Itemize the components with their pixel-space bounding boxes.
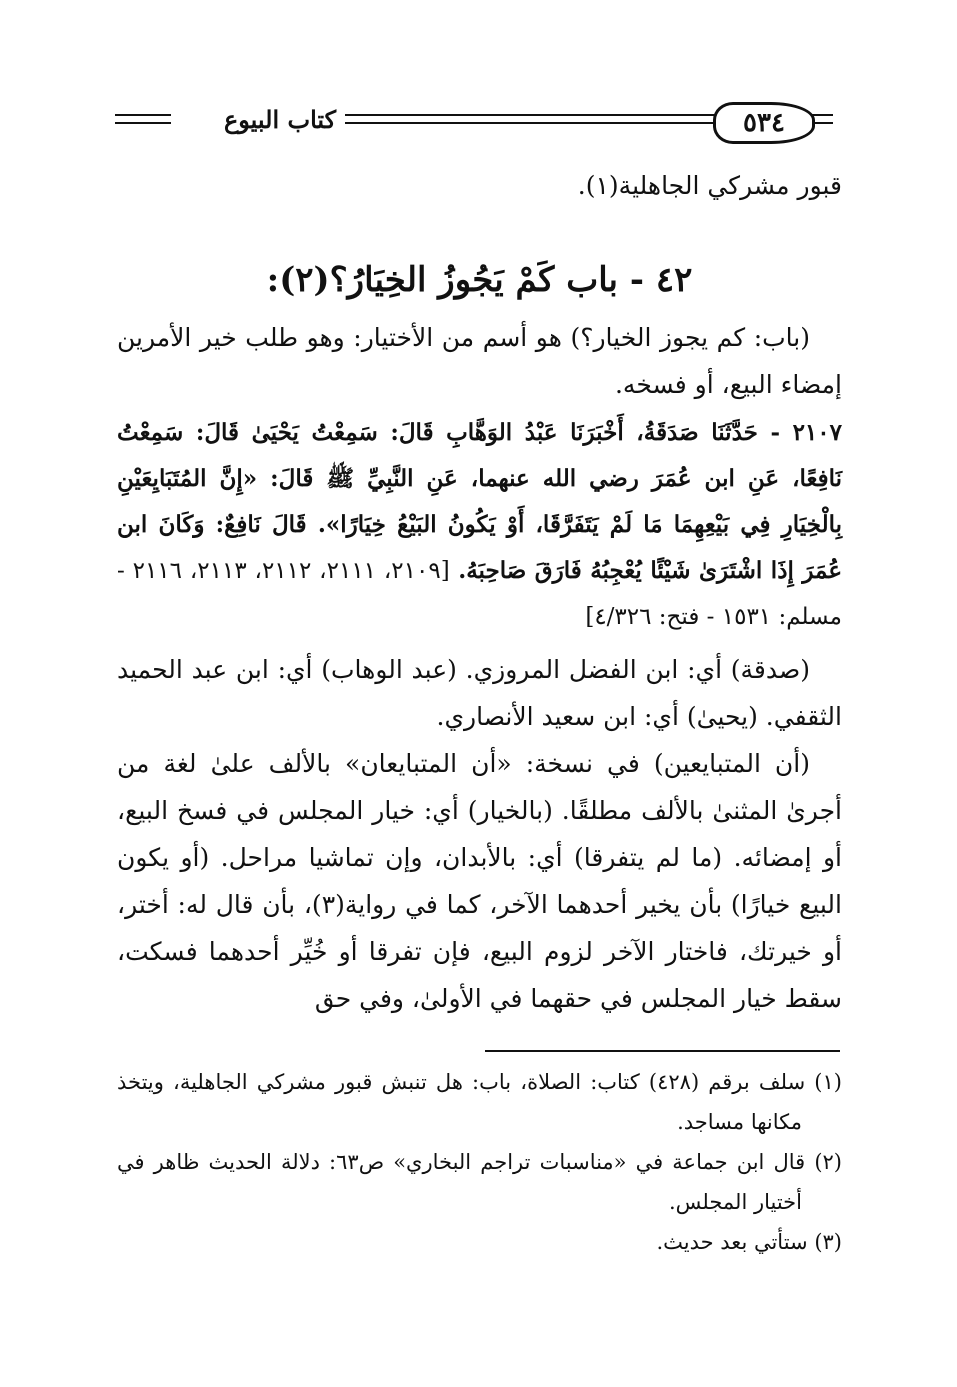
paragraph-carryover: قبور مشركي الجاهلية(١). xyxy=(577,171,842,200)
header-rule-middle xyxy=(341,114,721,116)
hadith-text-and-ref xyxy=(117,410,842,640)
footnote-2: (٢) قال ابن جماعة في «مناسبات تراجم البخاري» ص٦٣: دلالة الحديث ظاهر في أختيار المجلس. xyxy=(117,1150,842,1214)
header-rule-right xyxy=(811,114,833,116)
hadith-block xyxy=(117,410,842,640)
page-header xyxy=(115,98,833,142)
header-rule-middle xyxy=(341,122,721,124)
carryover-text xyxy=(117,162,842,209)
footnote-3: (٣) ستأتي بعد حديث. xyxy=(656,1230,842,1254)
book-title: كتاب البيوع xyxy=(215,104,345,136)
paragraph-bab-explanation: (باب: كم يجوز الخيار؟) هو أسم من الأختيار: وهو طلب خير الأمرين إمضاء البيع، أو فسخه. xyxy=(117,323,842,399)
paragraph-commentary: (أن المتبايعين) في نسخة: «أن المتبايعان» بالألف علىٰ لغة من أجرىٰ المثنىٰ بالألف مطلقًا. (بالخيار) أي: خيار المجلس في فسخ البيع، أو إمضائه. (ما لم يتفرقا) أي: بالأبدان، وإن تماشيا مراحل. (أو يكون البيع خيارًا) بأن يخير أحدهما الآخر، كما في رواية(٣)، بأن قال له: أختر، أو خيرتك، فاختار الآخر لزوم البيع، فإن تفرقا أو خُيِّر أحدهما فسكت، سقط خيار المجلس في حقهما في الأولىٰ، وفي حق xyxy=(117,749,842,1013)
footnote-separator xyxy=(485,1050,840,1052)
header-rule-left xyxy=(115,122,171,124)
hadith-text: ٢١٠٧ - حَدَّثَنَا صَدَقَةُ، أَخْبَرَنَا عَبْدُ الوَهَّابِ قَالَ: سَمِعْتُ يَحْيَىٰ قَالَ: سَمِعْتُ نَافِعًا، عَنِ ابن عُمَرَ رضي الله عنهما، عَنِ النَّبِيِّ ﷺ قَالَ: «إِنَّ المُتَبَايِعَيْنِ بِالْخِيَارِ فِي بَيْعِهِمَا مَا لَمْ يَتَفَرَّقَا، أَوْ يَكُونُ البَيْعُ خِيَارًا». قَالَ نَافِعٌ: وَكَانَ ابن عُمَرَ إِذَا اشْتَرَىٰ شَيْئًا يُعْجِبُهُ فَارَقَ صَاحِبَهُ. xyxy=(117,419,843,584)
chapter-heading: ٤٢ - باب كَمْ يَجُوزُ الخِيَارُ؟(٢): xyxy=(266,260,693,300)
hadith-reference: [٢١٠٩، ٢١١١، ٢١١٢، ٢١١٣، ٢١١٦ - مسلم: ١٥٣١ - فتح: ٤/٣٢٦] xyxy=(117,558,842,630)
main-text xyxy=(117,314,842,1022)
paragraph-narrators: (صدقة) أي: ابن الفضل المروزي. (عبد الوهاب) أي: ابن عبد الحميد الثقفي. (يحيىٰ) أي: ابن سعيد الأنصاري. xyxy=(117,655,842,731)
header-rule-left xyxy=(115,114,171,116)
page-number-badge: ٥٣٤ xyxy=(713,102,815,144)
footnotes xyxy=(117,1062,842,1262)
footnote-1: (١) سلف برقم (٤٢٨) كتاب: الصلاة، باب: هل تنبش قبور مشركي الجاهلية، ويتخذ مكانها مساجد. xyxy=(117,1070,842,1134)
